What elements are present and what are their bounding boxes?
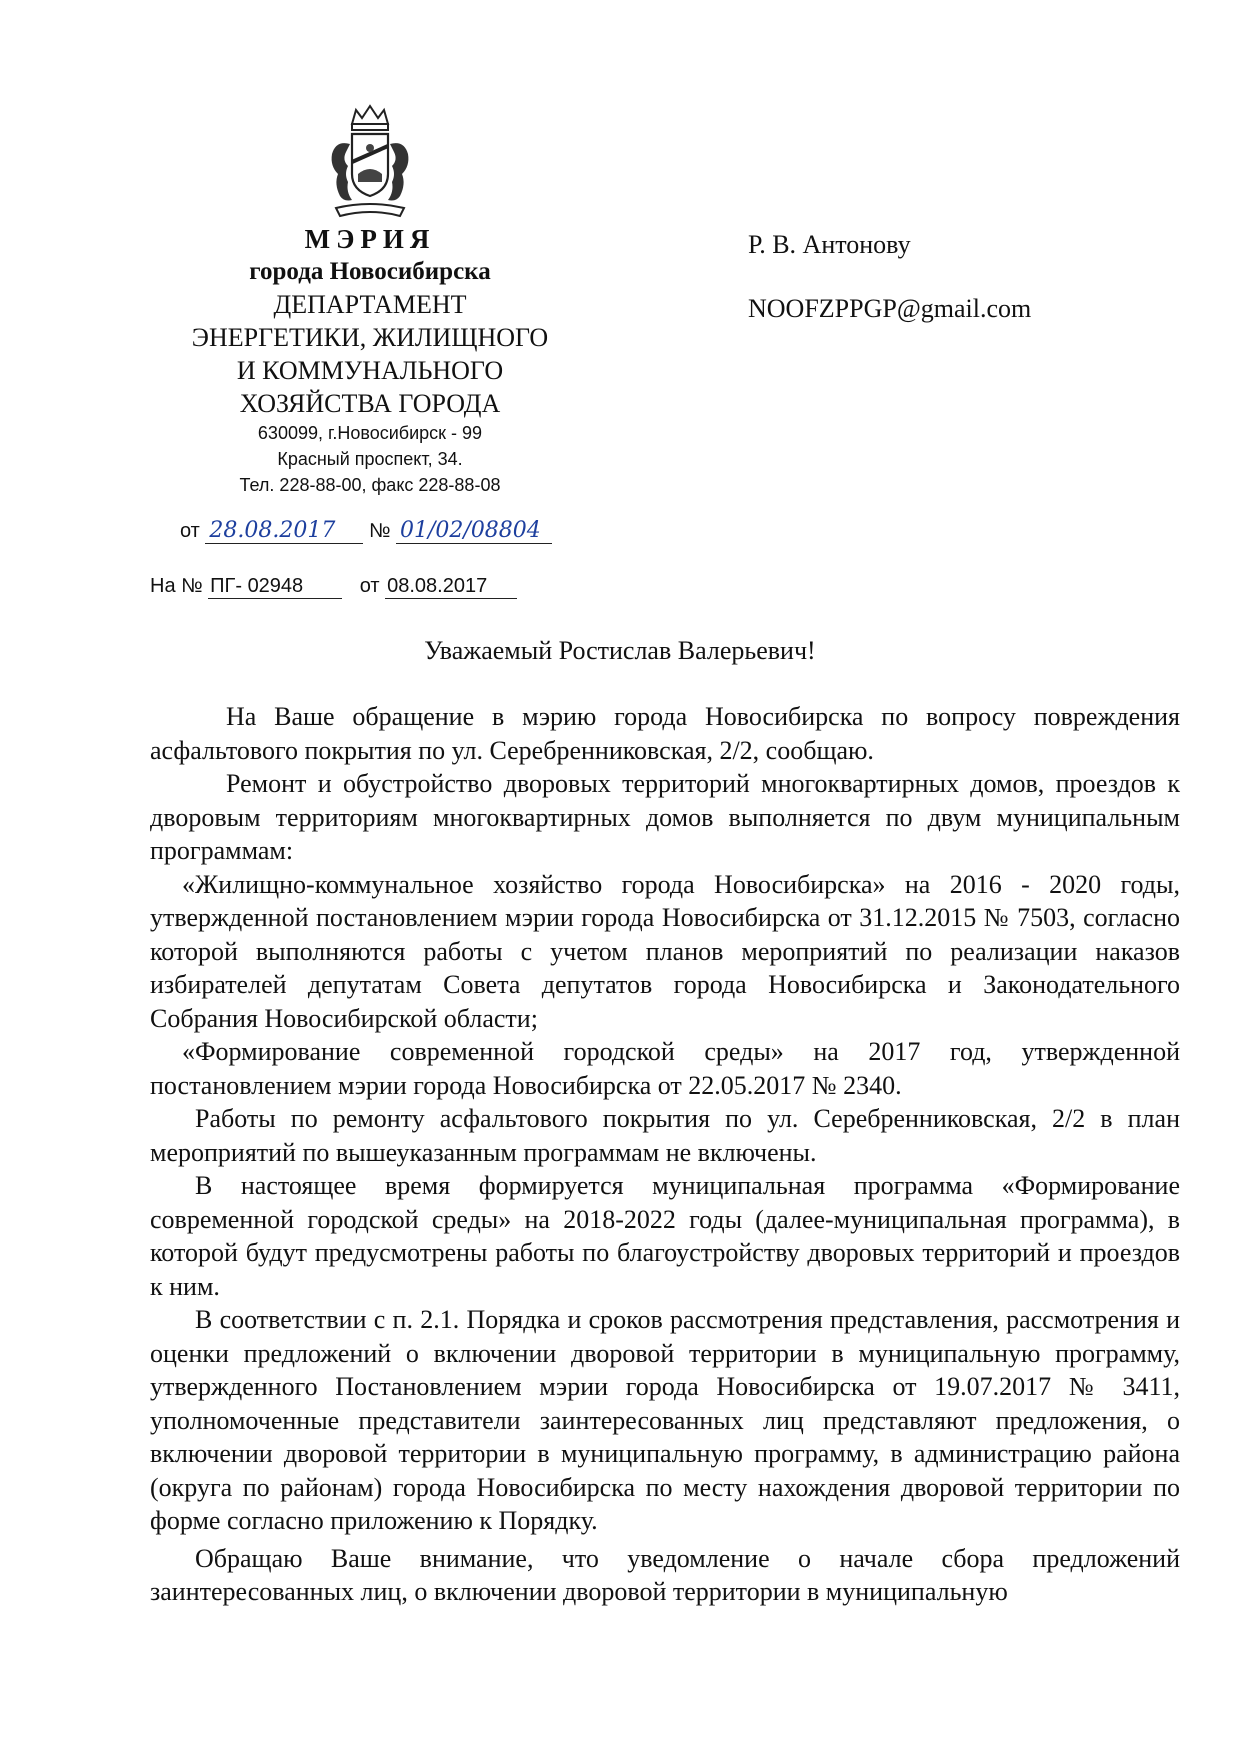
- reference-number: ПГ- 02948: [208, 575, 342, 599]
- registration-date-prefix: от: [180, 520, 200, 542]
- body-paragraph: «Формирование современной городской среды» на 2017 год, утвержденной постановлением мэрии города Новосибирска от 22.05.2017 № 2340.: [150, 1037, 1180, 1100]
- address-line: Тел. 228-88-00, факс 228-88-08: [239, 475, 501, 495]
- recipient-name: Р. В. Антонову: [748, 230, 911, 259]
- body-paragraph: Обращаю Ваше внимание, что уведомление о начале сбора предложений заинтересованных лиц, о включении дворовой территории в муниципальную: [150, 1543, 1180, 1606]
- org-city: города Новосибирска: [249, 258, 491, 285]
- body-paragraph: «Жилищно-коммунальное хозяйство города Новосибирска» на 2016 - 2020 годы, утвержденной постановлением мэрии города Новосибирска от 31.12.2015 № 7503, согласно которой выполняются работы с учетом планов мероприятий по реализации наказов избирателей депутатам Совета депутатов города Новосибирска и Законодательного Собрания Новосибирской области;: [150, 869, 1180, 1033]
- registration-number-prefix: №: [368, 520, 391, 542]
- body-paragraph: На Ваше обращение в мэрию города Новосибирска по вопросу повреждения асфальтового покрытия по ул. Серебренниковская, 2/2, сообщаю.: [150, 702, 1180, 765]
- reference-date: 08.08.2017: [385, 575, 517, 599]
- org-name: МЭРИЯ: [304, 224, 436, 254]
- registration-date-handwritten: 28.08.2017: [205, 518, 363, 544]
- address-line: 630099, г.Новосибирск - 99: [257, 423, 483, 443]
- reference-date-prefix: от: [359, 575, 380, 597]
- body-paragraph: В соответствии с п. 2.1. Порядка и сроков рассмотрения представления, рассмотрения и оценки предложений о включении дворовой территории в муниципальную программу, утвержденного Постановлением мэрии города Новосибирска от 19.07.2017 № 3411, уполномоченные представители заинтересованных лиц представляют предложения, о включении дворовой территории в муниципальную программу, в администрацию района (округа по районам) города Новосибирска по месту нахождения дворовой территории по форме согласно приложению к Порядку.: [150, 1305, 1180, 1535]
- registration-line: [180, 518, 552, 544]
- address-line: Красный проспект, 34.: [277, 449, 463, 469]
- department-line: ХОЗЯЙСТВА ГОРОДА: [239, 389, 501, 418]
- department-line: И КОММУНАЛЬНОГО: [236, 356, 504, 385]
- recipient-block: [748, 228, 1031, 326]
- department-line: ДЕПАРТАМЕНТ: [273, 290, 467, 319]
- body-paragraph: В настоящее время формируется муниципальная программа «Формирование современной городской среды» на 2018-2022 годы (далее-муниципальная программа), в которой будут предусмотрены работы по благоустройству дворовых территорий и проездов к ним.: [150, 1171, 1180, 1301]
- registration-number-handwritten: 01/02/08804: [396, 518, 552, 544]
- recipient-email: NOOFZPPGP@gmail.com: [748, 294, 1032, 323]
- letter-body: [150, 700, 1180, 1609]
- coat-of-arms-emblem: [322, 104, 418, 220]
- reference-line: [150, 575, 517, 599]
- salutation: Уважаемый Ростислав Валерьевич!: [424, 636, 816, 665]
- department-line: ЭНЕРГЕТИКИ, ЖИЛИЩНОГО: [191, 323, 549, 352]
- body-paragraph: Ремонт и обустройство дворовых территорий многоквартирных домов, проездов к дворовым территориям многоквартирных домов выполняется по двум муниципальным программам:: [150, 769, 1180, 865]
- letterhead: [150, 222, 590, 498]
- body-paragraph: Работы по ремонту асфальтового покрытия по ул. Серебренниковская, 2/2 в план мероприятий по вышеуказанным программам не включены.: [150, 1104, 1180, 1167]
- reference-prefix: На №: [150, 575, 203, 597]
